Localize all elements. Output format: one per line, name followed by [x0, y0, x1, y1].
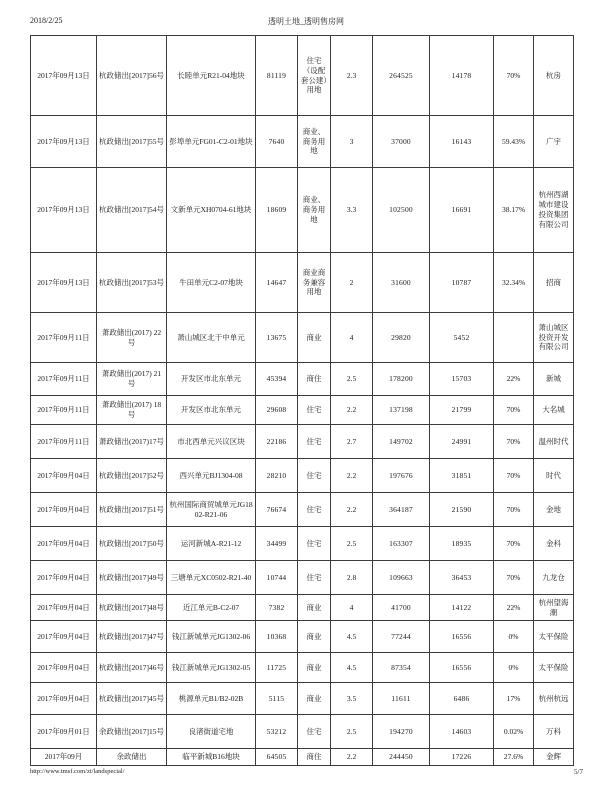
cell-unit-price: 16556 [430, 653, 494, 683]
cell-date: 2017年09月04日 [31, 595, 97, 621]
cell-parcel: 运河新城A-R21-12 [167, 527, 256, 561]
cell-land-use: 商业、商务用地 [298, 116, 331, 168]
cell-area: 34499 [256, 527, 298, 561]
cell-unit-price: 31851 [430, 459, 494, 493]
print-footer-page-number: 5/7 [574, 768, 583, 776]
cell-winner: 萧山城区投资开发有限公司 [534, 313, 574, 363]
cell-deed-no: 余政储出[2017]15号 [97, 715, 167, 749]
cell-land-use: 住宅 [298, 425, 331, 459]
cell-parcel: 文新单元XH0704-61地块 [167, 168, 256, 253]
cell-land-use: 住宅 [298, 396, 331, 425]
cell-area: 28210 [256, 459, 298, 493]
cell-date: 2017年09月13日 [31, 36, 97, 116]
cell-winner: 太平保险 [534, 653, 574, 683]
cell-parcel: 萧山城区北干中单元 [167, 313, 256, 363]
print-footer-url: http://www.tmsf.com/zt/landspecial/ [30, 768, 125, 775]
cell-date: 2017年09月11日 [31, 363, 97, 396]
cell-premium: 70% [494, 561, 534, 595]
cell-area: 76674 [256, 493, 298, 527]
cell-land-use: 住宅 [298, 527, 331, 561]
cell-land-use: 商业 [298, 683, 331, 715]
cell-area: 53212 [256, 715, 298, 749]
cell-start-price: 264525 [373, 36, 430, 116]
cell-premium: 38.17% [494, 168, 534, 253]
cell-premium: 70% [494, 527, 534, 561]
cell-winner: 温州时代 [534, 425, 574, 459]
cell-start-price: 194270 [373, 715, 430, 749]
cell-premium [494, 313, 534, 363]
cell-start-price: 77244 [373, 621, 430, 653]
cell-premium: 59.43% [494, 116, 534, 168]
cell-date: 2017年09月04日 [31, 683, 97, 715]
table-row [31, 561, 574, 595]
cell-premium: 27.6% [494, 749, 534, 766]
cell-start-price: 197676 [373, 459, 430, 493]
cell-land-use: 商住 [298, 363, 331, 396]
cell-premium: 17% [494, 683, 534, 715]
table-row [31, 493, 574, 527]
cell-parcel: 桃源单元B1/B2-02B [167, 683, 256, 715]
print-header-date: 2018/2/25 [30, 16, 63, 25]
cell-start-price: 149702 [373, 425, 430, 459]
cell-plot-ratio: 2.2 [331, 493, 373, 527]
cell-deed-no: 杭政储出[2017]51号 [97, 493, 167, 527]
cell-unit-price: 16556 [430, 621, 494, 653]
cell-plot-ratio: 4 [331, 595, 373, 621]
cell-plot-ratio: 2.8 [331, 561, 373, 595]
land-table-container [30, 35, 573, 766]
cell-land-use: 住宅 [298, 715, 331, 749]
table-row [31, 527, 574, 561]
cell-winner: 杭州杭远 [534, 683, 574, 715]
cell-winner: 金科 [534, 527, 574, 561]
cell-unit-price: 21799 [430, 396, 494, 425]
cell-unit-price: 14122 [430, 595, 494, 621]
cell-start-price: 364187 [373, 493, 430, 527]
cell-unit-price: 5452 [430, 313, 494, 363]
cell-unit-price: 17226 [430, 749, 494, 766]
cell-parcel: 良渚街道宅地 [167, 715, 256, 749]
cell-deed-no: 杭政储出[2017]45号 [97, 683, 167, 715]
land-table-body [31, 36, 574, 766]
cell-land-use: 商业 [298, 653, 331, 683]
cell-land-use: 住宅 [298, 561, 331, 595]
cell-plot-ratio: 2 [331, 253, 373, 313]
cell-start-price: 37000 [373, 116, 430, 168]
cell-parcel: 开发区市北东单元 [167, 363, 256, 396]
cell-deed-no: 杭政储出[2017]47号 [97, 621, 167, 653]
cell-parcel: 钱江新城单元JG1302-05 [167, 653, 256, 683]
cell-date: 2017年09月11日 [31, 425, 97, 459]
cell-premium: 0% [494, 621, 534, 653]
cell-start-price: 31600 [373, 253, 430, 313]
cell-plot-ratio: 2.2 [331, 459, 373, 493]
cell-area: 7382 [256, 595, 298, 621]
cell-area: 10368 [256, 621, 298, 653]
cell-unit-price: 14603 [430, 715, 494, 749]
cell-unit-price: 15703 [430, 363, 494, 396]
cell-land-use: 商业商务兼容用地 [298, 253, 331, 313]
cell-area: 5115 [256, 683, 298, 715]
cell-deed-no: 杭政储出[2017]49号 [97, 561, 167, 595]
cell-date: 2017年09月04日 [31, 493, 97, 527]
cell-start-price: 109663 [373, 561, 430, 595]
cell-winner: 杭房 [534, 36, 574, 116]
cell-land-use: 商业 [298, 621, 331, 653]
cell-area: 18609 [256, 168, 298, 253]
cell-area: 45394 [256, 363, 298, 396]
cell-deed-no: 杭政储出[2017]48号 [97, 595, 167, 621]
cell-premium: 22% [494, 363, 534, 396]
cell-date: 2017年09月04日 [31, 653, 97, 683]
cell-winner: 招商 [534, 253, 574, 313]
table-row [31, 715, 574, 749]
cell-plot-ratio: 3.3 [331, 168, 373, 253]
cell-area: 14647 [256, 253, 298, 313]
table-row [31, 36, 574, 116]
cell-parcel: 杭州国际商贸城单元JG1802-R21-06 [167, 493, 256, 527]
cell-land-use: 住宅（设配套公建）用地 [298, 36, 331, 116]
cell-parcel: 临平新城B16地块 [167, 749, 256, 766]
cell-parcel: 三塘单元XC0502-R21-40 [167, 561, 256, 595]
cell-plot-ratio: 2.5 [331, 715, 373, 749]
cell-winner: 杭州望海潮 [534, 595, 574, 621]
print-header-title: 透明土地_透明售房网 [268, 17, 344, 26]
table-row [31, 253, 574, 313]
cell-deed-no: 杭政储出[2017]50号 [97, 527, 167, 561]
cell-date: 2017年09月13日 [31, 253, 97, 313]
cell-area: 29608 [256, 396, 298, 425]
cell-deed-no: 萧政储出(2017) 18号 [97, 396, 167, 425]
cell-unit-price: 10787 [430, 253, 494, 313]
cell-unit-price: 21590 [430, 493, 494, 527]
cell-premium: 70% [494, 459, 534, 493]
table-row [31, 683, 574, 715]
cell-start-price: 244450 [373, 749, 430, 766]
cell-area: 81119 [256, 36, 298, 116]
cell-plot-ratio: 2.7 [331, 425, 373, 459]
cell-parcel: 牛田单元C2-07地块 [167, 253, 256, 313]
cell-date: 2017年09月04日 [31, 527, 97, 561]
cell-parcel: 彭埠单元FG01-C2-01地块 [167, 116, 256, 168]
cell-date: 2017年09月13日 [31, 116, 97, 168]
cell-deed-no: 萧政储出(2017) 21号 [97, 363, 167, 396]
cell-winner: 广宇 [534, 116, 574, 168]
cell-parcel: 市北西单元兴议区块 [167, 425, 256, 459]
cell-land-use: 商住 [298, 749, 331, 766]
cell-land-use: 住宅 [298, 493, 331, 527]
cell-area: 7640 [256, 116, 298, 168]
cell-area: 11725 [256, 653, 298, 683]
cell-area: 10744 [256, 561, 298, 595]
cell-premium: 70% [494, 425, 534, 459]
cell-winner: 金地 [534, 493, 574, 527]
cell-date: 2017年09月01日 [31, 715, 97, 749]
cell-winner: 太平保险 [534, 621, 574, 653]
cell-deed-no: 杭政储出[2017]53号 [97, 253, 167, 313]
cell-area: 22186 [256, 425, 298, 459]
cell-parcel: 钱江新城单元JG1302-06 [167, 621, 256, 653]
cell-premium: 70% [494, 493, 534, 527]
cell-date: 2017年09月04日 [31, 621, 97, 653]
land-transactions-table [30, 35, 574, 766]
cell-area: 13675 [256, 313, 298, 363]
cell-deed-no: 杭政储出[2017]54号 [97, 168, 167, 253]
cell-date: 2017年09月04日 [31, 561, 97, 595]
cell-unit-price: 24991 [430, 425, 494, 459]
table-row [31, 595, 574, 621]
cell-winner: 九龙仓 [534, 561, 574, 595]
cell-plot-ratio: 4.5 [331, 653, 373, 683]
table-row [31, 459, 574, 493]
cell-date: 2017年09月 [31, 749, 97, 766]
cell-land-use: 商业、商务用地 [298, 168, 331, 253]
cell-date: 2017年09月04日 [31, 459, 97, 493]
cell-plot-ratio: 2.3 [331, 36, 373, 116]
cell-start-price: 163307 [373, 527, 430, 561]
cell-premium: 0.02% [494, 715, 534, 749]
cell-plot-ratio: 3 [331, 116, 373, 168]
cell-winner: 杭州西湖城市建设投资集团有限公司 [534, 168, 574, 253]
cell-start-price: 41700 [373, 595, 430, 621]
cell-parcel: 长睦单元R21-04地块 [167, 36, 256, 116]
table-row [31, 396, 574, 425]
table-row [31, 749, 574, 766]
cell-plot-ratio: 4 [331, 313, 373, 363]
table-row [31, 425, 574, 459]
cell-winner: 大名城 [534, 396, 574, 425]
cell-premium: 70% [494, 396, 534, 425]
cell-parcel: 西兴单元BJ1304-08 [167, 459, 256, 493]
cell-start-price: 87354 [373, 653, 430, 683]
cell-winner: 金辉 [534, 749, 574, 766]
cell-unit-price: 18935 [430, 527, 494, 561]
table-row [31, 313, 574, 363]
cell-unit-price: 36453 [430, 561, 494, 595]
cell-land-use: 商业 [298, 313, 331, 363]
cell-parcel: 近江单元B-C2-07 [167, 595, 256, 621]
cell-area: 64505 [256, 749, 298, 766]
cell-plot-ratio: 4.5 [331, 621, 373, 653]
cell-unit-price: 14178 [430, 36, 494, 116]
table-row [31, 116, 574, 168]
cell-deed-no: 萧政储出(2017) 22号 [97, 313, 167, 363]
cell-unit-price: 16143 [430, 116, 494, 168]
cell-unit-price: 6486 [430, 683, 494, 715]
cell-winner: 时代 [534, 459, 574, 493]
cell-unit-price: 16691 [430, 168, 494, 253]
cell-start-price: 178200 [373, 363, 430, 396]
cell-deed-no: 杭政储出[2017]46号 [97, 653, 167, 683]
cell-premium: 32.34% [494, 253, 534, 313]
cell-land-use: 住宅 [298, 459, 331, 493]
cell-deed-no: 杭政储出[2017]55号 [97, 116, 167, 168]
table-row [31, 363, 574, 396]
table-row [31, 621, 574, 653]
cell-parcel: 开发区市北东单元 [167, 396, 256, 425]
cell-date: 2017年09月11日 [31, 396, 97, 425]
cell-premium: 22% [494, 595, 534, 621]
cell-premium: 70% [494, 36, 534, 116]
cell-plot-ratio: 2.5 [331, 363, 373, 396]
cell-deed-no: 余政储出 [97, 749, 167, 766]
cell-land-use: 商业 [298, 595, 331, 621]
cell-deed-no: 杭政储出[2017]56号 [97, 36, 167, 116]
cell-start-price: 137198 [373, 396, 430, 425]
cell-plot-ratio: 2.2 [331, 396, 373, 425]
cell-plot-ratio: 2.2 [331, 749, 373, 766]
cell-deed-no: 杭政储出[2017]52号 [97, 459, 167, 493]
cell-date: 2017年09月11日 [31, 313, 97, 363]
cell-start-price: 11611 [373, 683, 430, 715]
cell-deed-no: 萧政储出(2017)17号 [97, 425, 167, 459]
cell-start-price: 102500 [373, 168, 430, 253]
table-row [31, 168, 574, 253]
cell-winner: 新城 [534, 363, 574, 396]
cell-premium: 0% [494, 653, 534, 683]
cell-date: 2017年09月13日 [31, 168, 97, 253]
table-row [31, 653, 574, 683]
cell-winner: 万科 [534, 715, 574, 749]
cell-start-price: 29820 [373, 313, 430, 363]
cell-plot-ratio: 2.5 [331, 527, 373, 561]
cell-plot-ratio: 3.5 [331, 683, 373, 715]
